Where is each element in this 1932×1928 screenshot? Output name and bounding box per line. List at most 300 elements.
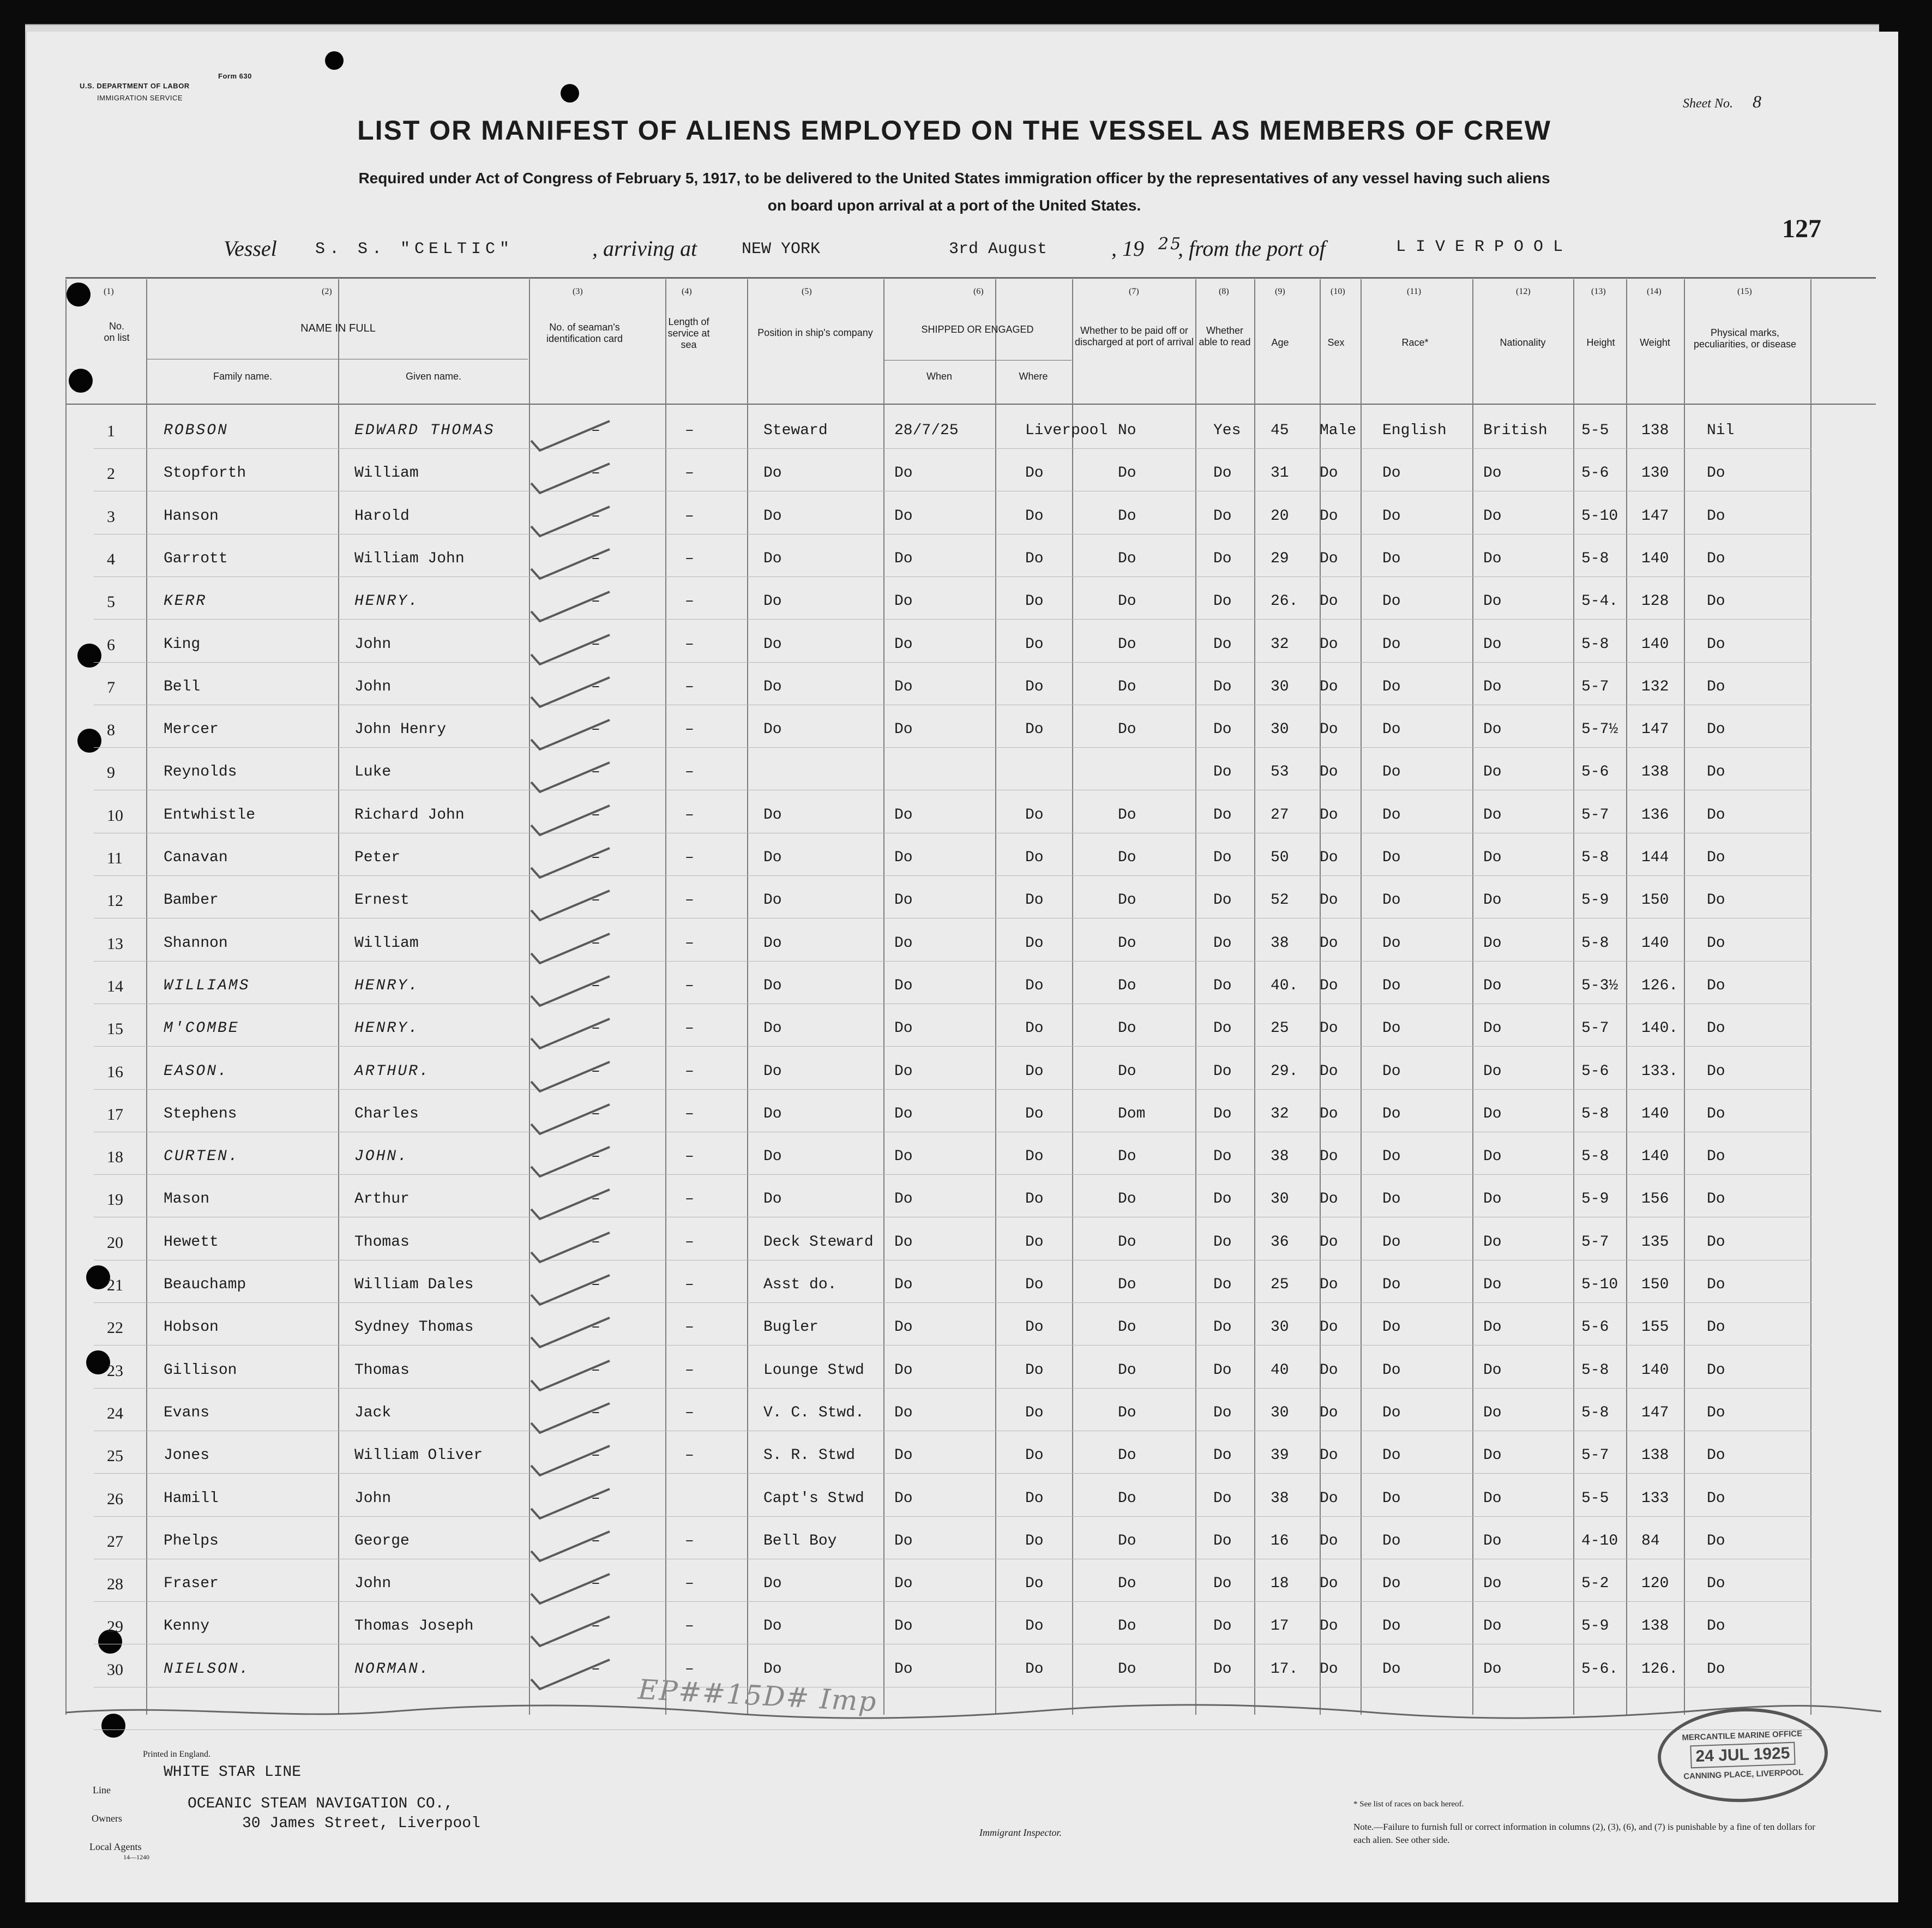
shipped-when: Do [894,892,913,909]
row-rule [94,576,1811,577]
family-name: Stephens [164,1105,237,1122]
paid-off: Do [1118,721,1136,738]
penalty-note: Note.—Failure to furnish full or correct information in columns (2), (3), (6), and (7) is punishable by a fine of ten dollars for each alien. See other side. [1353,1822,1815,1845]
row-number: 26 [107,1489,123,1508]
column-number: (3) [573,287,583,296]
shipped-when: Do [894,1020,913,1037]
sex: Do [1320,1447,1338,1464]
height: 5-3½ [1581,977,1618,994]
shipped-when: Do [894,1148,913,1166]
row-number: 29 [107,1618,123,1636]
race: Do [1382,1020,1401,1037]
row-number: 3 [107,507,115,526]
age: 30 [1271,721,1289,738]
column-rule [995,279,996,1715]
column-rule [65,279,67,1715]
nationality: Do [1483,465,1502,482]
height: 5-8 [1581,1361,1609,1379]
height: 5-7 [1581,1233,1609,1251]
service-length: – [685,892,694,909]
paid-off: Do [1118,1404,1136,1421]
sex: Do [1320,593,1338,610]
race: Do [1382,1489,1401,1507]
weight: 155 [1641,1319,1669,1336]
departure-port: L I V E R P O O L [1396,238,1563,256]
shipped-when: Do [894,1191,913,1208]
height: 5-8 [1581,849,1609,866]
physical-marks: Do [1707,1532,1725,1549]
able-to-read: Do [1213,1276,1232,1293]
shipped-when: Do [894,1062,913,1080]
paid-off: Do [1118,1532,1136,1549]
sex: Do [1320,849,1338,866]
row-rule [94,961,1811,962]
paid-off: Do [1118,1020,1136,1037]
able-to-read: Do [1213,1447,1232,1464]
service-length: – [685,849,694,866]
row-number: 16 [107,1062,123,1081]
nationality: Do [1483,892,1502,909]
shipped-when: Do [894,806,913,824]
paid-off: Do [1118,806,1136,824]
given-name: Charles [354,1105,419,1122]
check-mark-icon [528,1014,637,1053]
row-number: 10 [107,806,123,825]
seaman-card: – [591,1361,600,1379]
sex: Do [1320,507,1338,525]
height: 5-6 [1581,1319,1609,1336]
check-mark-icon [528,1100,637,1138]
height: 5-5 [1581,1489,1609,1507]
check-mark-icon [528,1058,637,1096]
given-name: William Dales [354,1276,474,1293]
check-mark-icon [528,545,637,583]
sex: Do [1320,1618,1338,1635]
position: Bugler [763,1319,818,1336]
physical-marks: Do [1707,635,1725,653]
seaman-card: – [591,1618,600,1635]
column-rule [1810,279,1811,1715]
position: Do [763,1148,782,1166]
row-number: 15 [107,1020,123,1038]
check-mark-icon [528,587,637,626]
family-name: CURTEN. [164,1148,239,1166]
seaman-card: – [591,764,600,781]
column-rule [1626,279,1627,1715]
paid-off: Do [1118,593,1136,610]
physical-marks: Do [1707,1618,1725,1635]
sex: Do [1320,1148,1338,1166]
check-mark-icon [528,417,637,455]
given-name: HENRY. [354,977,419,994]
paid-off: Do [1118,1447,1136,1464]
row-number: 7 [107,678,115,696]
column-rule [1472,279,1473,1715]
row-rule [94,1729,1811,1730]
physical-marks: Do [1707,806,1725,824]
race: Do [1382,1532,1401,1549]
service-length: – [685,635,694,653]
row-number: 14 [107,977,123,995]
immigrant-inspector-label: Immigrant Inspector. [979,1827,1062,1838]
family-name: ROBSON [164,422,228,439]
race: Do [1382,593,1401,610]
weight: 138 [1641,764,1669,781]
seaman-card: – [591,934,600,952]
service-length: – [685,934,694,952]
position: Do [763,550,782,567]
weight: 120 [1641,1575,1669,1593]
family-name: Shannon [164,934,228,952]
race: Do [1382,1319,1401,1336]
height: 5-7 [1581,1020,1609,1037]
nationality: Do [1483,1148,1502,1166]
nationality: British [1483,422,1548,439]
weight: 133 [1641,1489,1669,1507]
row-rule [94,1089,1811,1090]
service-length: – [685,1447,694,1464]
paid-off: No [1118,422,1136,439]
seaman-card: – [591,1020,600,1037]
race: Do [1382,1105,1401,1122]
owners-value: OCEANIC STEAM NAVIGATION CO., [188,1795,454,1812]
column-rule [1254,279,1255,1715]
sex: Do [1320,1660,1338,1678]
race: Do [1382,1618,1401,1635]
shipped-when: Do [894,1660,913,1678]
given-name: Thomas [354,1233,410,1251]
shipped-where: Do [1025,1447,1044,1464]
service-length: – [685,1361,694,1379]
col-name-in-full: NAME IN FULL [300,322,376,334]
race: Do [1382,1233,1401,1251]
family-name: Phelps [164,1532,219,1549]
physical-marks: Do [1707,1575,1725,1593]
paid-off: Do [1118,1148,1136,1166]
family-name: Bamber [164,892,219,909]
race: Do [1382,1361,1401,1379]
column-number: (13) [1591,287,1606,296]
row-rule [94,1516,1811,1517]
family-name: Mercer [164,721,219,738]
shipped-where: Do [1025,1319,1044,1336]
shipped-where: Do [1025,1489,1044,1507]
paid-off: Do [1118,1618,1136,1635]
able-to-read: Yes [1213,422,1241,439]
sheet-number-label [1683,92,1761,112]
col-length-service: Length of service at sea [667,316,710,350]
physical-marks: Do [1707,550,1725,567]
nationality: Do [1483,1276,1502,1293]
height: 4-10 [1581,1532,1618,1549]
given-name: Ernest [354,892,410,909]
given-name: William [354,465,419,482]
physical-marks: Do [1707,465,1725,482]
given-name: John [354,1489,392,1507]
seaman-card: – [591,1148,600,1166]
physical-marks: Do [1707,1148,1725,1166]
position: Do [763,593,782,610]
column-rule [338,279,339,1715]
printed-in: Printed in England. [143,1750,210,1759]
seaman-card: – [591,550,600,567]
age: 30 [1271,678,1289,695]
paid-off: Do [1118,507,1136,525]
check-mark-icon [528,801,637,839]
position: Do [763,1105,782,1122]
col-given-name: Given name. [405,371,462,382]
physical-marks: Do [1707,507,1725,525]
able-to-read: Do [1213,635,1232,653]
height: 5-8 [1581,1404,1609,1421]
age: 29 [1271,550,1289,567]
column-rule [747,279,748,1715]
age: 25 [1271,1020,1289,1037]
row-number: 8 [107,721,115,740]
form-number: Form 630 [218,72,252,80]
family-name: WILLIAMS [164,977,250,994]
check-mark-icon [528,1143,637,1181]
row-number: 4 [107,550,115,568]
weight: 144 [1641,849,1669,866]
paid-off: Dom [1118,1105,1146,1122]
race: Do [1382,977,1401,994]
shipped-where: Do [1025,550,1044,567]
shipped-when: Do [894,1447,913,1464]
column-rule [883,279,884,1715]
shipped-where: Do [1025,934,1044,952]
given-name: Arthur [354,1191,410,1208]
position: Do [763,934,782,952]
weight: 126. [1641,977,1678,994]
nationality: Do [1483,1020,1502,1037]
able-to-read: Do [1213,806,1232,824]
age: 32 [1271,635,1289,653]
row-number: 18 [107,1148,123,1167]
col-physical-marks: Physical marks, peculiarities, or disease [1693,327,1797,350]
shipped-where: Do [1025,1105,1044,1122]
nationality: Do [1483,806,1502,824]
nationality: Do [1483,593,1502,610]
sex: Do [1320,1020,1338,1037]
service-length: – [685,1575,694,1593]
given-name: John [354,678,392,695]
able-to-read: Do [1213,1020,1232,1037]
height: 5-7 [1581,806,1609,824]
check-mark-icon [528,1655,637,1693]
height: 5-7 [1581,1447,1609,1464]
position: Do [763,892,782,909]
shipped-where: Liverpool [1025,422,1108,439]
col-family-name: Family name. [213,371,273,382]
seaman-card: – [591,1319,600,1336]
owners-address: 30 James Street, Liverpool [242,1815,480,1832]
shipped-when: Do [894,1319,913,1336]
paid-off: Do [1118,1276,1136,1293]
paid-off: Do [1118,934,1136,952]
weight: 150 [1641,1276,1669,1293]
family-name: Hanson [164,507,219,525]
row-number: 21 [107,1276,123,1294]
able-to-read: Do [1213,721,1232,738]
check-mark-icon [528,1570,637,1608]
row-number: 22 [107,1319,123,1337]
shipped-where: Do [1025,1148,1044,1166]
able-to-read: Do [1213,1489,1232,1507]
physical-marks: Do [1707,678,1725,695]
position: Do [763,977,782,994]
shipped-where: Do [1025,678,1044,695]
race: Do [1382,1660,1401,1678]
races-note: * See list of races on back hereof. [1353,1800,1464,1809]
able-to-read: Do [1213,1361,1232,1379]
family-name: Bell [164,678,201,695]
shipped-where: Do [1025,593,1044,610]
row-number: 24 [107,1404,123,1422]
shipped-where: Do [1025,1618,1044,1635]
able-to-read: Do [1213,1575,1232,1593]
physical-marks: Nil [1707,422,1735,439]
weight: 84 [1641,1532,1660,1549]
column-number: (9) [1275,287,1285,296]
height: 5-6. [1581,1660,1618,1678]
sex: Do [1320,721,1338,738]
service-label: IMMIGRATION SERVICE [97,94,183,102]
nationality: Do [1483,1062,1502,1080]
column-number: (2) [322,287,332,296]
service-length: – [685,1062,694,1080]
position: Deck Steward [763,1233,874,1251]
height: 5-7½ [1581,721,1618,738]
given-name: Peter [354,849,401,866]
age: 45 [1271,422,1289,439]
check-mark-icon [528,673,637,711]
shipped-where: Do [1025,1233,1044,1251]
shipped-when: Do [894,550,913,567]
shipped-where: Do [1025,465,1044,482]
check-mark-icon [528,1185,637,1223]
position: Do [763,1618,782,1635]
seaman-card: – [591,593,600,610]
position: Bell Boy [763,1532,837,1549]
check-mark-icon [528,758,637,796]
shipped-where: Do [1025,635,1044,653]
check-mark-icon [528,1485,637,1523]
check-mark-icon [528,1442,637,1480]
physical-marks: Do [1707,1660,1725,1678]
weight: 128 [1641,593,1669,610]
stamp-date: 24 JUL 1925 [1690,1742,1796,1769]
family-name: Reynolds [164,764,237,781]
shipped-when: Do [894,1532,913,1549]
col-shipped-engaged: SHIPPED OR ENGAGED [921,324,1034,335]
weight: 126. [1641,1660,1678,1678]
paid-off: Do [1118,849,1136,866]
race: Do [1382,934,1401,952]
seaman-card: – [591,849,600,866]
height: 5-2 [1581,1575,1609,1593]
form-code: 14—1240 [123,1853,149,1861]
weight: 140 [1641,1148,1669,1166]
col-seaman-card: No. of seaman's identification card [546,322,623,344]
service-length: – [685,1191,694,1208]
weight: 140 [1641,934,1669,952]
position: S. R. Stwd [763,1447,856,1464]
sheet-number: 8 [1752,92,1761,111]
physical-marks: Do [1707,1447,1725,1464]
nationality: Do [1483,1191,1502,1208]
age: 17. [1271,1660,1298,1678]
shipped-when: Do [894,1575,913,1593]
col-when: When [926,371,953,382]
height: 5-9 [1581,892,1609,909]
seaman-card: – [591,977,600,994]
column-number: (4) [682,287,692,296]
race: Do [1382,507,1401,525]
sex: Do [1320,1404,1338,1421]
nationality: Do [1483,678,1502,695]
family-name: M'COMBE [164,1020,239,1037]
from-port-label: , from the port of [1178,236,1326,261]
position: V. C. Stwd. [763,1404,864,1421]
given-name: Harold [354,507,410,525]
service-length: – [685,1404,694,1421]
shipped-when: Do [894,593,913,610]
able-to-read: Do [1213,1148,1232,1166]
check-mark-icon [528,1313,637,1352]
family-name: Entwhistle [164,806,256,824]
weight: 130 [1641,465,1669,482]
age: 38 [1271,1148,1289,1166]
service-length: – [685,1276,694,1293]
race: Do [1382,892,1401,909]
col-age: Age [1271,337,1289,348]
paid-off: Do [1118,1233,1136,1251]
vessel-label: Vessel [224,236,277,261]
paid-off: Do [1118,892,1136,909]
column-rule [146,279,147,1715]
row-rule [94,448,1811,449]
able-to-read: Do [1213,1062,1232,1080]
age: 18 [1271,1575,1289,1593]
nationality: Do [1483,977,1502,994]
shipped-when: Do [894,1233,913,1251]
age: 20 [1271,507,1289,525]
family-name: NIELSON. [164,1660,250,1678]
sex: Male [1320,422,1357,439]
shipped-where: Do [1025,806,1044,824]
given-name: Sydney Thomas [354,1319,474,1336]
column-rule [1361,279,1362,1715]
able-to-read: Do [1213,1660,1232,1678]
race: Do [1382,1148,1401,1166]
row-number: 19 [107,1191,123,1209]
service-length: – [685,1233,694,1251]
service-length: – [685,977,694,994]
physical-marks: Do [1707,934,1725,952]
paid-off: Do [1118,1660,1136,1678]
race: Do [1382,465,1401,482]
shipped-where: Do [1025,1404,1044,1421]
seaman-card: – [591,1532,600,1549]
shipped-when: Do [894,465,913,482]
weight: 138 [1641,1447,1669,1464]
shipped-when: Do [894,1105,913,1122]
shipped-where: Do [1025,1361,1044,1379]
given-name: HENRY. [354,1020,419,1037]
service-length: – [685,678,694,695]
physical-marks: Do [1707,1020,1725,1037]
